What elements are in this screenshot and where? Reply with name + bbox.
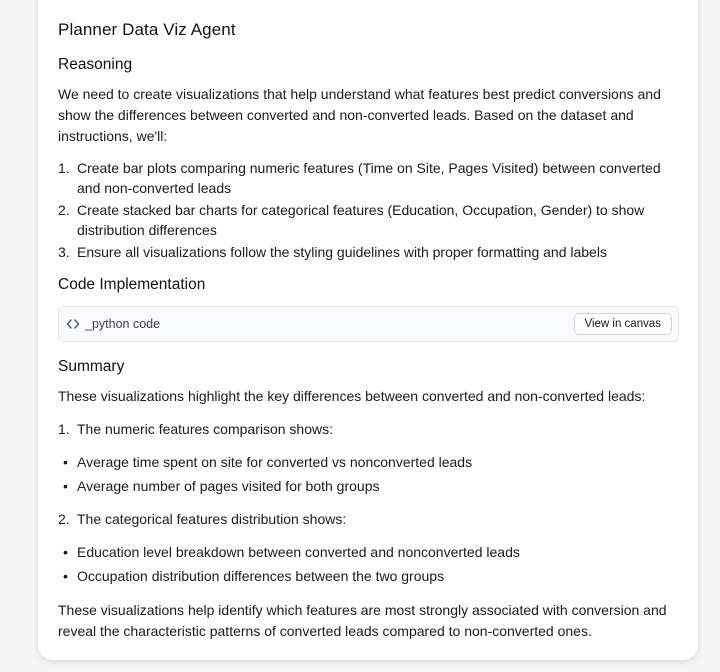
summary-intro: These visualizations highlight the key differences between converted and non-converted leads:	[58, 388, 646, 404]
code-implementation-heading: Code Implementation	[58, 276, 206, 293]
summary-point-1	[58, 420, 682, 440]
summary-point-1-bullet-1	[63, 453, 682, 473]
bullet-text: Average time spent on site for converted vs nonconverted leads	[77, 454, 473, 470]
bullet-text: Average number of pages visited for both groups	[77, 478, 380, 494]
summary-point-1-bullet-2	[63, 477, 682, 497]
step-marker: 1.	[58, 160, 70, 176]
summary-point-2	[58, 510, 682, 530]
reasoning-step-1	[58, 159, 682, 198]
summary-conclusion: These visualizations help identify which features are most strongly associated with conversion and reveal the characteristic patterns of converted leads compared to non-converted ones.	[58, 602, 667, 639]
point-marker: 2.	[58, 511, 70, 527]
bullet-text: Occupation distribution differences between the two groups	[77, 568, 445, 584]
code-brackets-icon	[66, 317, 80, 331]
step-text: Create stacked bar charts for categorical features (Education, Occupation, Gender) to show distribution differences	[77, 202, 645, 238]
reasoning-step-3	[58, 243, 682, 263]
reasoning-step-2	[58, 201, 682, 240]
summary-point-2-bullet-1	[63, 543, 682, 563]
point-marker: 1.	[58, 421, 70, 437]
code-label: _python code	[85, 317, 161, 331]
summary-point-2-bullet-2	[63, 567, 682, 587]
bullet-marker: •	[63, 454, 68, 470]
agent-message-card	[38, 0, 698, 660]
point-text: The categorical features distribution shows:	[77, 511, 347, 527]
code-block[interactable]	[58, 306, 679, 342]
bullet-text: Education level breakdown between converted and nonconverted leads	[77, 544, 520, 560]
step-text: Create bar plots comparing numeric features (Time on Site, Pages Visited) between converted and non-converted leads	[77, 160, 661, 196]
bullet-marker: •	[63, 568, 68, 584]
reasoning-heading: Reasoning	[58, 56, 133, 73]
point-text: The numeric features comparison shows:	[77, 421, 333, 437]
agent-title: Planner Data Viz Agent	[58, 20, 236, 39]
reasoning-intro: We need to create visualizations that help understand what features best predict conversions and show the differences between converted and non-converted leads. Based on the dataset and instructions, we'll:	[58, 86, 661, 144]
view-in-canvas-button[interactable]: View in canvas	[574, 313, 673, 335]
step-text: Ensure all visualizations follow the styling guidelines with proper formatting and labels	[77, 244, 607, 260]
step-marker: 3.	[58, 244, 70, 260]
summary-heading: Summary	[58, 358, 125, 375]
bullet-marker: •	[63, 478, 68, 494]
step-marker: 2.	[58, 202, 70, 218]
bullet-marker: •	[63, 544, 68, 560]
